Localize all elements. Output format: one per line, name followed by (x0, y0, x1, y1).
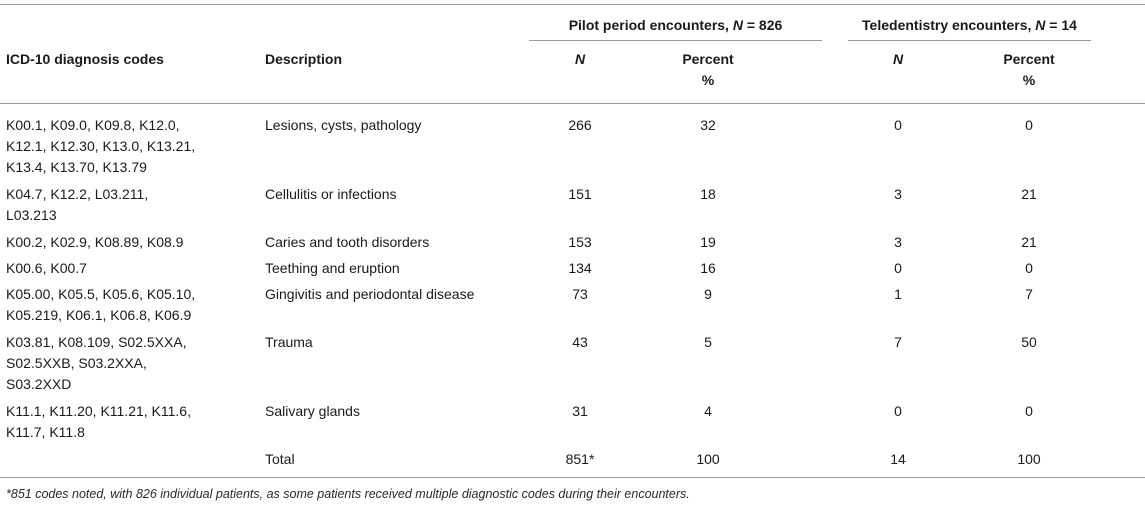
total-tele-n: 14 (890, 451, 906, 467)
table-row-pilot-percent: 4 (704, 403, 712, 419)
table-row-description: Salivary glands (265, 403, 360, 419)
table-row-pilot-n: 43 (572, 334, 588, 350)
table-row-tele-percent: 21 (1021, 186, 1037, 202)
pilot-group-header: Pilot period encounters, N = 826 (568, 17, 783, 33)
total-pilot-n: 851* (565, 451, 595, 467)
table-row-codes: K05.00, K05.5, K05.6, K05.10, K05.219, K06.1, K06.8, K06.9 (6, 286, 196, 323)
table-row-pilot-percent: 5 (704, 334, 712, 350)
table-row-tele-percent: 21 (1021, 234, 1037, 250)
table-row-codes: K00.6, K00.7 (6, 260, 87, 276)
header-icd10-codes: ICD-10 diagnosis codes (6, 51, 164, 67)
table-row-tele-percent: 50 (1021, 334, 1037, 350)
table-row-pilot-percent: 16 (700, 260, 716, 276)
table-row-tele-n: 1 (894, 286, 902, 302)
table-row-description: Teething and eruption (265, 260, 400, 276)
table-row-description: Caries and tooth disorders (265, 234, 430, 250)
table-row-pilot-n: 151 (568, 186, 592, 202)
header-tele-n: N (892, 51, 904, 67)
teledentistry-group-rule (848, 40, 1091, 41)
teledentistry-group-header: Teledentistry encounters, N = 14 (862, 17, 1077, 33)
table-row-codes: K00.1, K09.0, K09.8, K12.0, K12.1, K12.30, K13.0, K13.21, K13.4, K13.70, K13.79 (6, 117, 196, 175)
table-row-tele-n: 3 (894, 234, 902, 250)
table-top-rule (0, 4, 1145, 5)
table-row-tele-percent: 0 (1025, 403, 1033, 419)
table-row-tele-n: 7 (894, 334, 902, 350)
table-row-codes: K04.7, K12.2, L03.211, L03.213 (6, 186, 149, 223)
total-row-label: Total (265, 451, 295, 467)
header-pilot-n: N (574, 51, 586, 67)
table-row-pilot-percent: 19 (700, 234, 716, 250)
table-row-description: Cellulitis or infections (265, 186, 397, 202)
total-pilot-percent: 100 (696, 451, 720, 467)
table-footnote: *851 codes noted, with 826 individual patients, as some patients received multiple diagnostic codes during their encounters. (6, 487, 690, 501)
table-row-tele-percent: 7 (1025, 286, 1033, 302)
table-row-tele-n: 0 (894, 403, 902, 419)
header-pilot-percent: Percent % (682, 51, 734, 88)
table-row-pilot-percent: 18 (700, 186, 716, 202)
table-row-tele-n: 0 (894, 117, 902, 133)
table-row-pilot-n: 31 (572, 403, 588, 419)
table-row-tele-percent: 0 (1025, 117, 1033, 133)
table-row-description: Gingivitis and periodontal disease (265, 286, 475, 302)
table-bottom-rule (0, 477, 1145, 478)
total-tele-percent: 100 (1017, 451, 1041, 467)
table-row-pilot-n: 153 (568, 234, 592, 250)
header-tele-percent: Percent % (1003, 51, 1055, 88)
table-row-description: Lesions, cysts, pathology (265, 117, 422, 133)
table-row-description: Trauma (265, 334, 313, 350)
header-description: Description (265, 51, 343, 67)
table-row-pilot-n: 266 (568, 117, 592, 133)
table-row-tele-n: 0 (894, 260, 902, 276)
table-row-pilot-n: 73 (572, 286, 588, 302)
pilot-group-rule (529, 40, 822, 41)
table-row-pilot-n: 134 (568, 260, 592, 276)
table-row-codes: K00.2, K02.9, K08.89, K08.9 (6, 234, 184, 250)
table-row-pilot-percent: 32 (700, 117, 716, 133)
table-row-tele-percent: 0 (1025, 260, 1033, 276)
table-row-pilot-percent: 9 (704, 286, 712, 302)
table-row-codes: K11.1, K11.20, K11.21, K11.6, K11.7, K11.8 (6, 403, 191, 440)
table-row-codes: K03.81, K08.109, S02.5XXA, S02.5XXB, S03.2XXA, S03.2XXD (6, 334, 187, 392)
header-bottom-rule (0, 103, 1145, 104)
table-row-tele-n: 3 (894, 186, 902, 202)
